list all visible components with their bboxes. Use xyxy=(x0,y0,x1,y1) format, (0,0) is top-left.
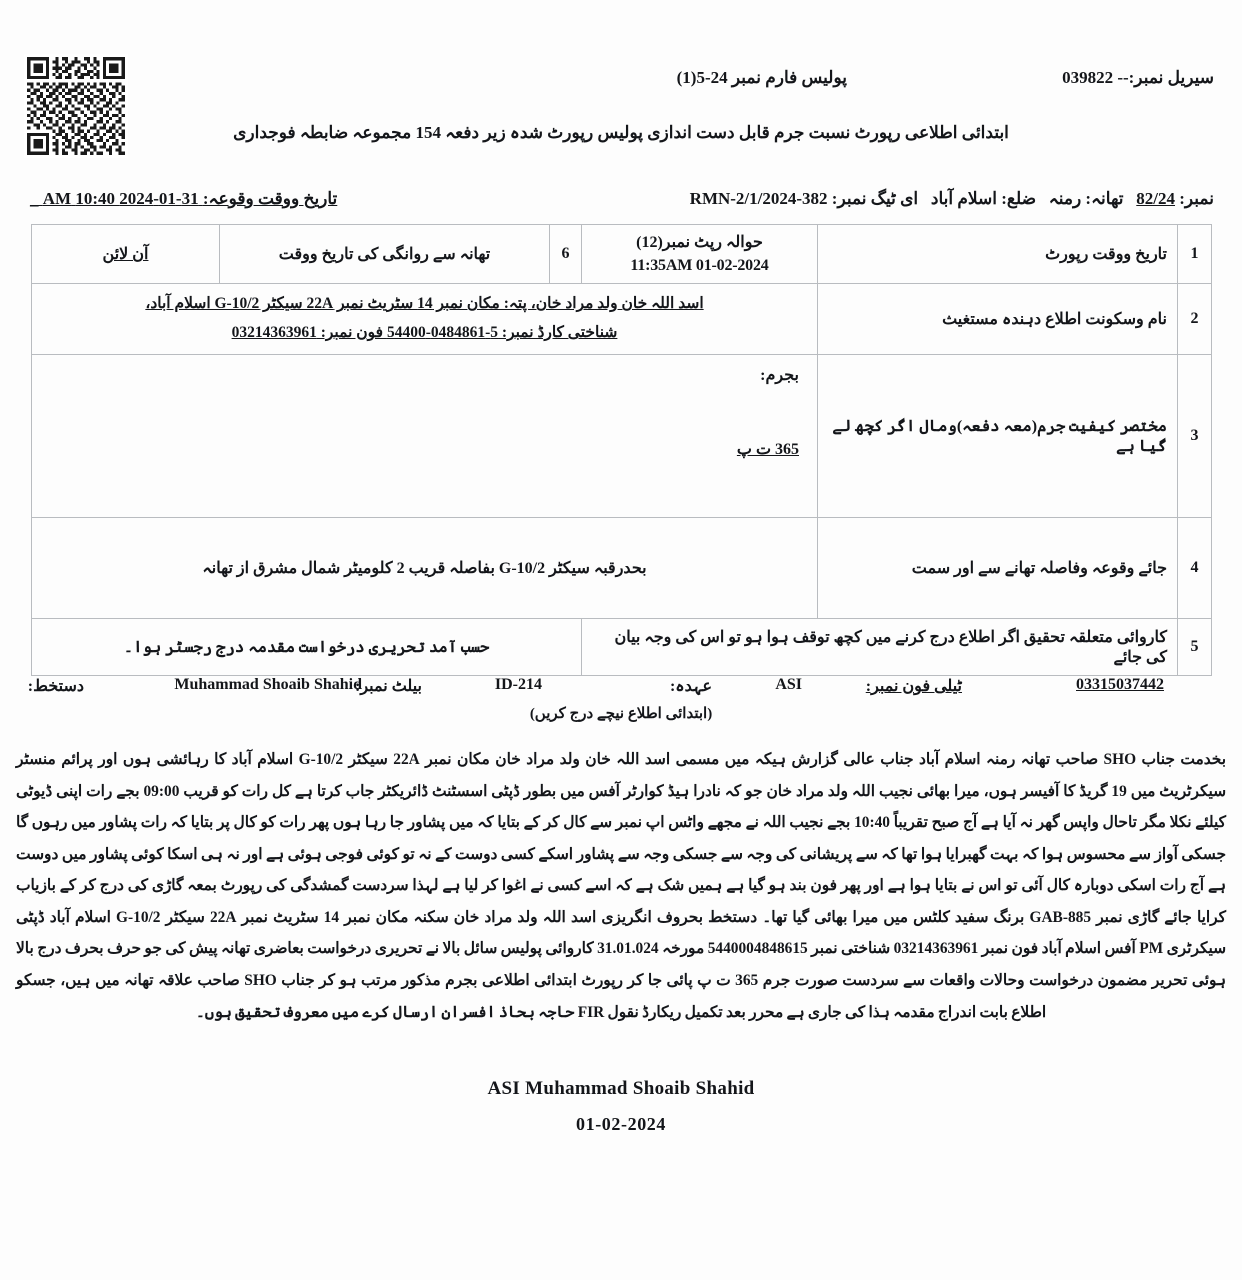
row-label-complainant: نام وسکونت اطلاع دہندہ مستغیث xyxy=(818,284,1178,354)
serial-number xyxy=(1062,68,1214,88)
row-index: 1 xyxy=(1178,225,1212,284)
fir-number-value: 82/24 xyxy=(1136,189,1176,208)
table-row xyxy=(32,225,1212,284)
statement-body xyxy=(16,744,1226,1028)
statement-paragraph: بخدمت جناب SHO صاحب تھانہ رمنہ اسلام آباد جناب عالی گزارش ہیکہ میں مسمی اسد اللہ خان ولد مراد خان مکان نمبر 22A سیکٹر G-10/2 اسلام آباد کا رہائشی ہوں اور پرائم منسٹر سیکرٹریٹ میں 19 گریڈ کا آفیسر ہوں، میرا بھائی نجیب اللہ ولد مراد خان جو کہ نادرا ہیڈ کوارٹر آفس میں بطور ڈپٹی اسسٹنٹ ڈائریکٹر جاب کرتا ہے کل رات کو قریب 09:00 بجے رات اپنی ڈیوٹی کیلئے نکلا مگر تاحال واپس گھر نہ آیا ہے آج صبح تقریباً 10:40 بجے نجیب اللہ نے مجھے واٹس اپ نمبر سے کال کر کے بتایا کہ میں پشاور جا رہا ہوں پھر رات کو کال پر بتایا کہ رات پشاور میں رہوں گا جسکی آواز سے محسوس ہوا کہ بہت گھبرایا ہوا تھا کہ سے پریشانی کی وجہ سے جسکی وجہ سے پشاور اسکے کسی دوست کے نہ تو کوئی فوجی ہوئی ہے اور نہ ہی اسکا کوئی پشاور میں دوست ہے آج رات اسکی دوبارہ کال آئی تو اس نے بتایا ہوا ہے اور پھر فون بند ہو گیا ہے ہمیں شک ہے کہ اسے کسی نے اغوا کر لیا ہے لہذا سردست گمشدگی کی رپورٹ بمعہ گاڑی کی درج کر کے بازیاب کرایا جائے گاڑی نمبر GAB-885 برنگ سفید کلٹس میں میرا بھائی گیا تھا۔ دستخط بحروف انگریزی اسد اللہ ولد مراد خان سکنہ مکان نمبر 14 سٹریٹ نمبر 22A سیکٹر G-10/2 اسلام آباد ڈپٹی سیکرٹری PM آفس اسلام آباد فون نمبر 03214363961 شناختی نمبر 5440004848615 مورخہ 31.01.024 کاروائی پولیس سائل بالا نے تحریری درخواست بعاضری تھانہ پیش کی جو حرف بحرف درج بالا ہوئی تحریر مضمون درخواست وحالات واقعات سے سردست صورت جرم 365 ت پ پائی جا کر رپورٹ ابتدائی اطلاعی بجرم مذکور مرتب ہو کر جناب SHO صاحب علاقہ تھانہ میں ہیں، جسکو اطلاع بابت اندراج مقدمہ ہذا کی جاری ہے محرر بعد تکمیل ریکارڈ نقول FIR حاجہ بحاذ افسران ارسال کرے میں معروف تحقیق ہوں۔ xyxy=(16,751,1227,1021)
row-label-report-datetime: تاریخ ووقت رپورٹ xyxy=(818,225,1178,284)
row-label-offence-summary: مختصر کیفیت جرم(معہ دفعہ)ومال اگر کچھ لے گیا ہے xyxy=(818,354,1178,517)
footer-signature xyxy=(0,1078,1242,1135)
police-station-label: تھانہ: xyxy=(1085,189,1124,208)
reference-report-number: حوالہ رپٹ نمبر(12) xyxy=(636,234,763,251)
signer-name: Muhammad Shoaib Shahid xyxy=(174,676,362,693)
report-datetime-value: 01-02-2024 11:35AM xyxy=(630,257,769,275)
district-label: ضلع: xyxy=(1001,189,1037,208)
row-value-place-distance: بحدرقبہ سیکٹر G-10/2 بفاصلہ قریب 2 کلومیٹر شمال مشرق از تھانہ xyxy=(32,517,818,618)
incident-datetime-line xyxy=(30,188,337,209)
row-value-report-datetime xyxy=(582,225,818,284)
offence-section-value: 365 ت پ xyxy=(736,440,799,458)
signer-strip xyxy=(0,676,1242,702)
offence-label: بجرم: xyxy=(760,366,799,384)
fir-details-table xyxy=(31,224,1212,676)
row-label-departure-datetime: تھانہ سے روانگی کی تاریخ ووقت xyxy=(220,225,550,284)
footer-signature-name: ASI Muhammad Shoaib Shahid xyxy=(487,1078,755,1099)
complainant-address-line-1: اسد اللہ خان ولد مراد خان، پتہ: مکان نمبر 14 سٹریٹ نمبر 22A سیکٹر G-10/2 اسلام آباد، xyxy=(145,295,704,313)
qr-code xyxy=(24,52,128,160)
etag-number-value: RMN-2/1/2024-382 xyxy=(689,189,828,208)
police-form-number: پولیس فارم نمبر 24-5(1) xyxy=(676,68,847,87)
district-value: اسلام آباد xyxy=(930,189,997,208)
incident-datetime-label: تاریخ ووقت وقوعہ: xyxy=(202,189,338,208)
serial-number-value: 039822 xyxy=(1062,68,1114,87)
row-index: 2 xyxy=(1178,284,1212,354)
belt-number-value: ID-214 xyxy=(494,676,542,693)
table-row xyxy=(32,284,1212,354)
document-subtitle: ابتدائی اطلاعی رپورٹ نسبت جرم قابل دست اندازی پولیس رپورٹ شدہ زیر دفعہ 154 مجموعہ ضابطہ فوجداری xyxy=(233,123,1009,142)
belt-number-label: بیلٹ نمبر: xyxy=(355,678,422,695)
initial-report-note: (ابتدائی اطلاع نیچے درج کریں) xyxy=(529,706,713,722)
telephone-value: 03315037442 xyxy=(1076,676,1164,693)
incident-datetime-value: 31-01-2024 10:40 AM xyxy=(42,189,199,208)
signature-label: دستخط: xyxy=(27,678,84,695)
fir-meta-line xyxy=(690,188,1214,209)
row-label-place-distance: جائے وقوعہ وفاصلہ تھانے سے اور سمت xyxy=(818,517,1178,618)
row-value-complainant xyxy=(32,284,818,354)
fir-number-label: نمبر: xyxy=(1179,189,1214,208)
table-row xyxy=(32,618,1212,675)
incident-datetime-trailing: _ xyxy=(30,189,39,208)
police-station-value: رمنہ xyxy=(1048,189,1082,208)
designation-label: عہدہ: xyxy=(669,678,712,695)
row-subindex: 6 xyxy=(550,225,582,284)
row-value-delay-reason: حسب آمد تحریری درخواست مقدمہ درج رجسٹر ہوا۔ xyxy=(32,618,582,675)
row-value-offence-summary xyxy=(32,354,818,517)
designation-value: ASI xyxy=(775,676,802,693)
table-row xyxy=(32,354,1212,517)
etag-number-label: ای ٹیگ نمبر: xyxy=(831,189,919,208)
row-label-delay-reason: کاروائی متعلقہ تحقیق اگر اطلاع درج کرنے میں کچھ توقف ہوا ہو تو اس کی وجہ بیان کی جائے xyxy=(582,618,1178,675)
row-index: 5 xyxy=(1178,618,1212,675)
footer-signature-date: 01-02-2024 xyxy=(576,1114,666,1134)
serial-number-label: سیریل نمبر:-- xyxy=(1117,68,1214,87)
row-value-departure-datetime: آن لائن xyxy=(32,225,220,284)
complainant-cnic-phone-line: شناختی کارڈ نمبر: 5-0484861-54400 فون نمبر: 03214363961 xyxy=(231,324,618,342)
row-index: 3 xyxy=(1178,354,1212,517)
telephone-label: ٹیلی فون نمبر: xyxy=(865,678,962,695)
row-index: 4 xyxy=(1178,517,1212,618)
table-row xyxy=(32,517,1212,618)
